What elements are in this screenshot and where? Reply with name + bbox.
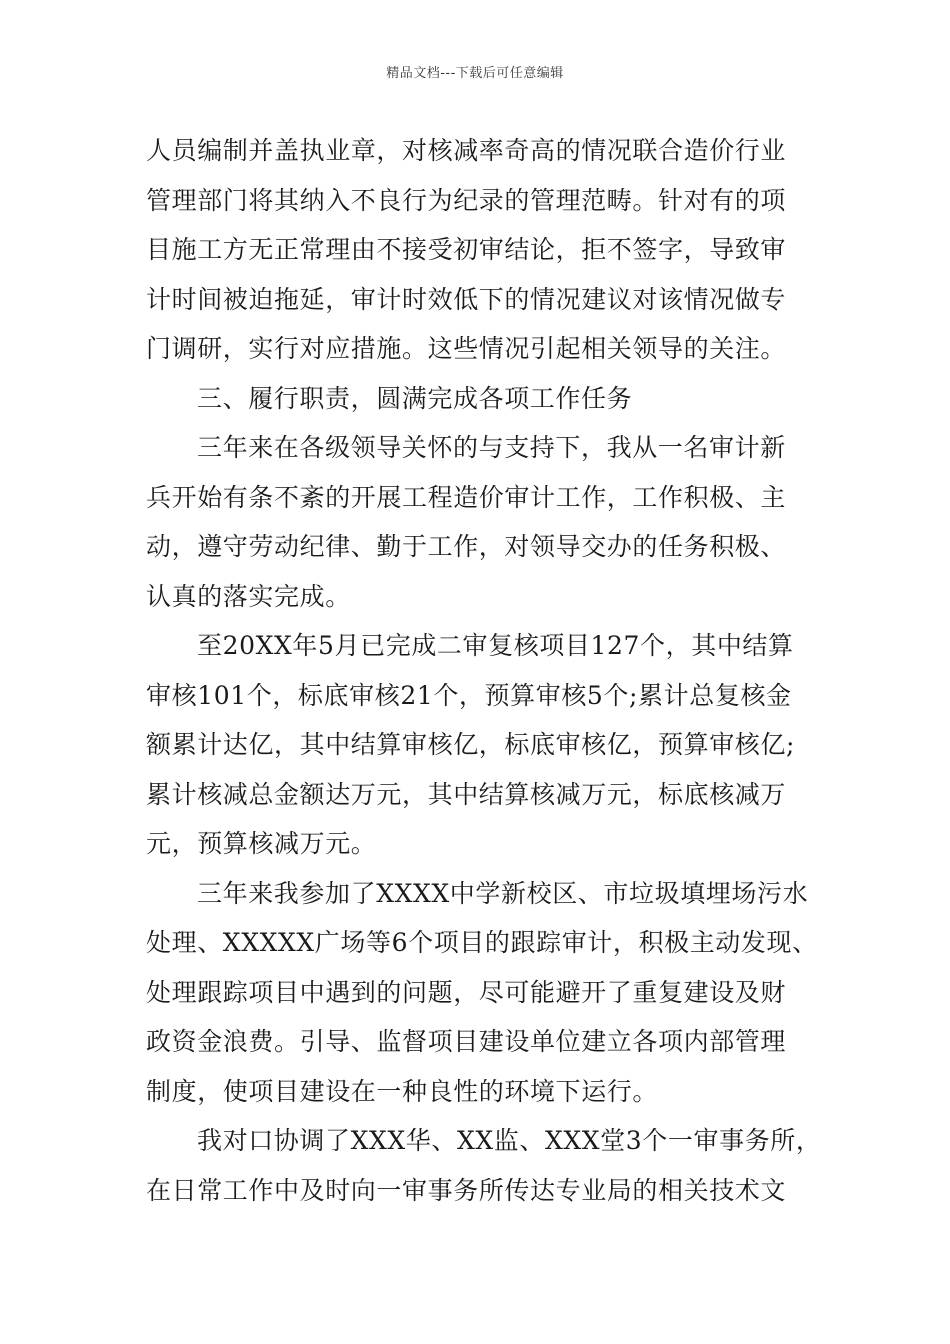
text-line: 处理跟踪项目中遇到的问题，尽可能避开了重复建设及财	[146, 977, 787, 1007]
text-line: 在日常工作中及时向一审事务所传达专业局的相关技术文	[146, 1175, 787, 1205]
text-line: 人员编制并盖执业章，对核减率奇高的情况联合造价行业	[146, 136, 787, 165]
text-line: 目施工方无正常理由不接受初审结论，拒不签字，导致审	[146, 235, 787, 264]
text-line: 三年来在各级领导关怀的与支持下，我从一名审计新	[197, 433, 786, 462]
text-line: 兵开始有条不紊的开展工程造价审计工作，工作积极、主	[146, 482, 787, 512]
text-line: 政资金浪费。引导、监督项目建设单位建立各项内部管理	[146, 1027, 787, 1056]
text-line: 审核101个，标底审核21个，预算审核5个;累计总复核金	[146, 680, 792, 710]
text-line: 认真的落实完成。	[146, 581, 351, 611]
text-line: 元，预算核减万元。	[146, 829, 377, 858]
text-line: 门调研，实行对应措施。这些情况引起相关领导的关注。	[146, 334, 787, 363]
text-line: 三、履行职责，圆满完成各项工作任务	[197, 383, 633, 413]
text-line: 三年来我参加了XXXX中学新校区、市垃圾填埋场污水	[197, 878, 809, 908]
text-line: 动，遵守劳动纪律、勤于工作，对领导交办的任务积极、	[146, 532, 787, 561]
text-line: 制度，使项目建设在一种良性的环境下运行。	[146, 1076, 659, 1106]
text-line: 至20XX年5月已完成二审复核项目127个，其中结算	[197, 631, 794, 660]
text-line: 管理部门将其纳入不良行为纪录的管理范畴。针对有的项	[146, 185, 787, 215]
text-line: 计时间被迫拖延，审计时效低下的情况建议对该情况做专	[146, 284, 787, 314]
text-line: 累计核减总金额达万元，其中结算核减万元，标底核减万	[146, 779, 787, 809]
text-line: 处理、XXXXX广场等6个项目的跟踪审计，积极主动发现、	[146, 928, 818, 957]
text-line: 我对口协调了XXX华、XX监、XXX堂3个一审事务所，	[197, 1126, 822, 1155]
text-line: 额累计达亿，其中结算审核亿，标底审核亿，预算审核亿;	[146, 730, 796, 759]
document-body	[146, 126, 822, 1215]
page-header: 精品文档---下载后可任意编辑	[386, 66, 564, 81]
